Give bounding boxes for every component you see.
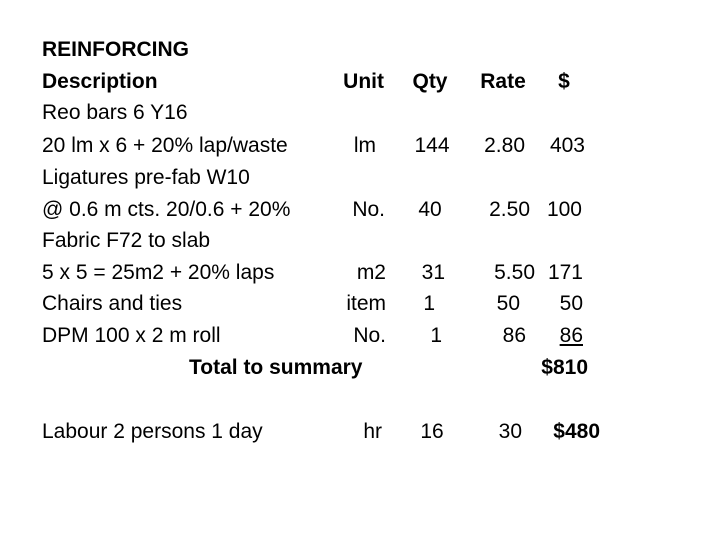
row-chairs-amount: 50 <box>559 292 583 315</box>
row-fabric-amount: 171 <box>547 261 583 284</box>
row-fabric-desc1: Fabric F72 to slab <box>42 229 211 252</box>
row-fabric-rate: 5.50 <box>494 261 535 284</box>
labour-desc: Labour 2 persons 1 day <box>42 420 263 443</box>
total-amount: $810 <box>541 356 588 379</box>
row-reo-bars-qty: 144 <box>414 134 450 157</box>
section-title: REINFORCING <box>42 38 189 61</box>
labour-unit: hr <box>363 420 382 443</box>
header-qty: Qty <box>412 70 448 93</box>
row-chairs-qty: 1 <box>423 292 435 315</box>
row-chairs-rate: 50 <box>496 292 520 315</box>
header-unit: Unit <box>343 70 384 93</box>
row-reo-bars-amount: 403 <box>549 134 585 157</box>
row-ligatures-qty: 40 <box>418 198 442 221</box>
row-fabric-desc2: 5 x 5 = 25m2 + 20% laps <box>42 261 275 284</box>
row-fabric-unit: m2 <box>356 261 386 284</box>
row-fabric-qty: 31 <box>421 261 445 284</box>
labour-amount: $480 <box>553 420 600 443</box>
row-reo-bars-unit: lm <box>353 134 376 157</box>
row-dpm-rate: 86 <box>502 324 526 347</box>
labour-rate: 30 <box>498 420 522 443</box>
row-ligatures-desc2: @ 0.6 m cts. 20/0.6 + 20% <box>42 198 291 221</box>
row-ligatures-amount: 100 <box>546 198 582 221</box>
header-description: Description <box>42 70 158 93</box>
row-chairs-unit: item <box>346 292 386 315</box>
row-dpm-desc1: DPM 100 x 2 m roll <box>42 324 221 347</box>
total-label: Total to summary <box>189 356 363 379</box>
row-dpm-amount: 86 <box>559 324 583 347</box>
row-dpm-qty: 1 <box>430 324 442 347</box>
header-rate: Rate <box>480 70 526 93</box>
row-chairs-desc1: Chairs and ties <box>42 292 183 315</box>
row-reo-bars-rate: 2.80 <box>484 134 525 157</box>
row-reo-bars-desc2: 20 lm x 6 + 20% lap/waste <box>42 134 288 157</box>
row-ligatures-desc1: Ligatures pre-fab W10 <box>42 166 250 189</box>
row-ligatures-rate: 2.50 <box>489 198 530 221</box>
labour-qty: 16 <box>420 420 444 443</box>
row-dpm-unit: No. <box>353 324 386 347</box>
row-reo-bars-desc1: Reo bars 6 Y16 <box>42 101 188 124</box>
row-ligatures-unit: No. <box>352 198 385 221</box>
header-amount: $ <box>558 70 570 93</box>
